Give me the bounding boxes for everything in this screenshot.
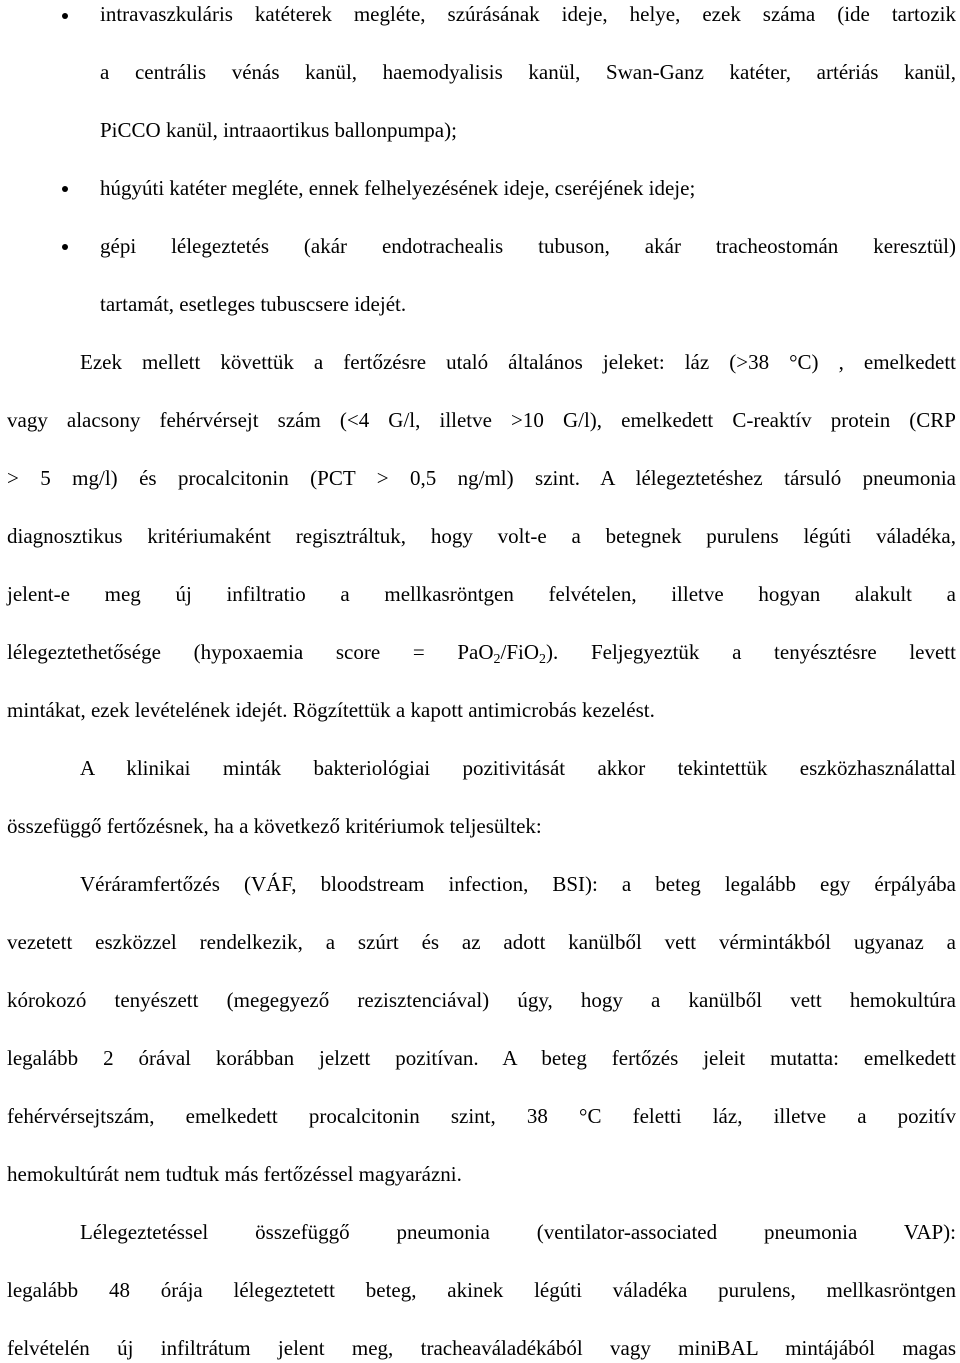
paragraph-4-line-2: legalább 48 órája lélegeztetett beteg, akinek légúti váladéka purulens, mellkasröntgen — [7, 1278, 956, 1302]
paragraph-3-line-4: legalább 2 órával korábban jelzett pozitívan. A beteg fertőzés jeleit mutatta: emelkedett — [7, 1046, 956, 1070]
paragraph-1-line-4: diagnosztikus kritériumaként regisztráltuk, hogy volt-e a betegnek purulens légúti váladéka, — [7, 524, 956, 548]
paragraph-4-line-3: felvételén új infiltrátum jelent meg, tracheaváladékából vagy miniBAL mintájából magas — [7, 1336, 956, 1360]
subscript: 2 — [493, 652, 501, 667]
paragraph-3-line-2: vezetett eszközzel rendelkezik, a szúrt és az adott kanülből vett vérmintákból ugyanaz a — [7, 930, 956, 954]
paragraph-1-line-3: > 5 mg/l) és procalcitonin (PCT > 0,5 ng/ml) szint. A lélegeztetéshez társuló pneumonia — [7, 466, 956, 490]
paragraph-2-line-1: A klinikai minták bakteriológiai pozitivitását akkor tekintettük eszközhasználattal — [80, 756, 956, 780]
text-span: lélegeztethetősége (hypoxaemia score = PaO — [7, 640, 494, 664]
paragraph-1-line-6 — [7, 638, 956, 666]
bullet-1-line-2: a centrális vénás kanül, haemodyalisis kanül, Swan-Ganz katéter, artériás kanül, — [100, 60, 956, 84]
paragraph-3-line-1: Véráramfertőzés (VÁF, bloodstream infection, BSI): a beteg legalább egy érpályába — [80, 872, 956, 896]
subscript: 2 — [539, 652, 547, 667]
bullet-1-line-1: intravaszkuláris katéterek megléte, szúrásának ideje, helye, ezek száma (ide tartozik — [100, 2, 956, 26]
bullet-icon — [62, 244, 68, 250]
paragraph-1-line-1: Ezek mellett követtük a fertőzésre utaló általános jeleket: láz (>38 °C) , emelkedett — [80, 350, 956, 374]
bullet-icon — [62, 13, 68, 19]
bullet-3-line-1: gépi lélegeztetés (akár endotrachealis tubuson, akár tracheostomán keresztül) — [100, 234, 956, 258]
paragraph-4-line-1: Lélegeztetéssel összefüggő pneumonia (ventilator-associated pneumonia VAP): — [80, 1220, 956, 1244]
paragraph-3-line-6: hemokultúrát nem tudtuk más fertőzéssel magyarázni. — [7, 1162, 462, 1186]
bullet-2-line-1: húgyúti katéter megléte, ennek felhelyezésének ideje, cseréjének ideje; — [100, 176, 696, 200]
bullet-3-line-2: tartamát, esetleges tubuscsere idejét. — [100, 292, 407, 316]
paragraph-1-line-5: jelent-e meg új infiltratio a mellkasröntgen felvételen, illetve hogyan alakult a — [7, 582, 956, 606]
paragraph-3-line-5: fehérvérsejtszám, emelkedett procalcitonin szint, 38 °C feletti láz, illetve a pozitív — [7, 1104, 956, 1128]
text-span: /FiO — [500, 640, 540, 664]
text-span: ). Feljegyeztük a tenyésztésre levett — [546, 640, 956, 664]
paragraph-2-line-2: összefüggő fertőzésnek, ha a következő kritériumok teljesültek: — [7, 814, 542, 838]
paragraph-1-line-2: vagy alacsony fehérvérsejt szám (<4 G/l, illetve >10 G/l), emelkedett C-reaktív protein (CRP — [7, 408, 956, 432]
bullet-icon — [62, 186, 68, 192]
paragraph-1-line-7: mintákat, ezek levételének idejét. Rögzítettük a kapott antimicrobás kezelést. — [7, 698, 655, 722]
paragraph-3-line-3: kórokozó tenyészett (megegyező rezisztenciával) úgy, hogy a kanülből vett hemokultúra — [7, 988, 956, 1012]
bullet-1-line-3: PiCCO kanül, intraaortikus ballonpumpa); — [100, 118, 457, 142]
